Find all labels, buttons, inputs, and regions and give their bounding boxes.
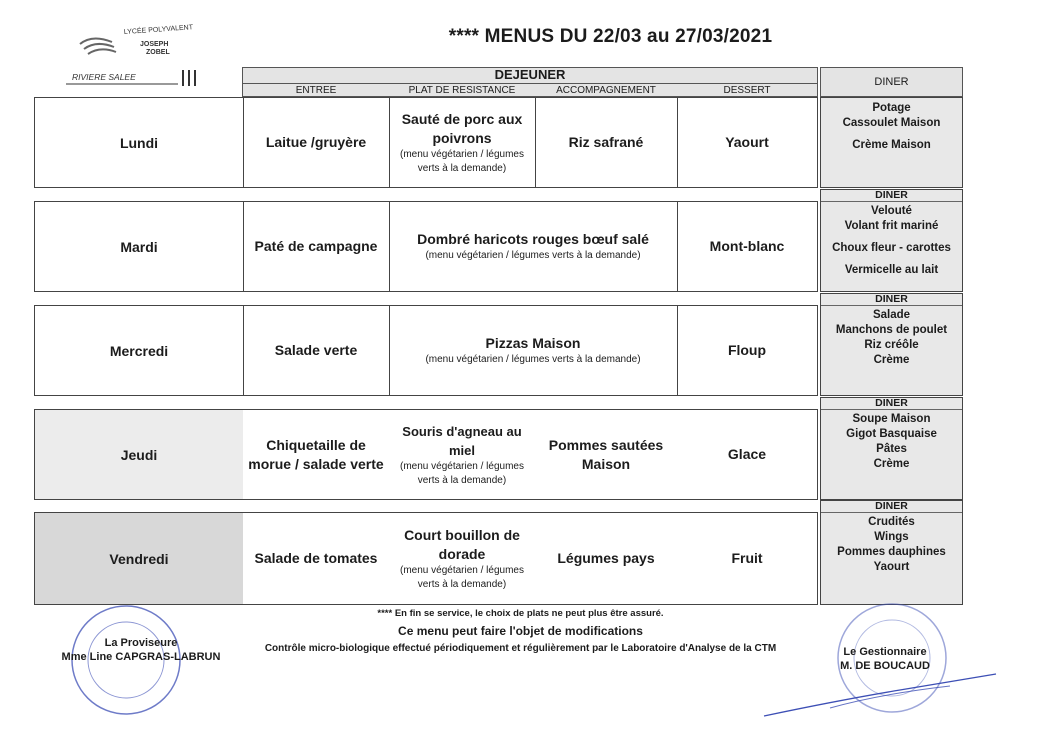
day-name: Lundi: [119, 134, 159, 151]
diner-label: DINER: [821, 190, 962, 202]
col-entree: ENTREE: [295, 85, 337, 96]
dessert: Glace: [677, 410, 817, 499]
footer-note-controle: Contrôle micro-biologique effectué périodiquement et régulièrement par le Laboratoire d'Analyse de la CTM: [264, 643, 777, 654]
plat: Souris d'agneau au miel (menu végétarien / légumes verts à la demande): [389, 410, 535, 499]
plat: Dombré haricots rouges bœuf salé (menu végétarien / légumes verts à la demande): [417, 231, 649, 261]
entree: Paté de campagne: [254, 238, 378, 254]
plat-note: (menu végétarien / légumes verts à la demande): [400, 460, 524, 486]
diner-items: Potage Cassoulet Maison Crème Maison: [842, 102, 941, 151]
diner-mardi: [820, 189, 963, 292]
plat: Court bouillon de dorade (menu végétarien / légumes verts à la demande): [389, 513, 535, 604]
dessert: Floup: [727, 342, 767, 358]
diner-label: DINER: [821, 398, 962, 410]
plat: Pizzas Maison (menu végétarien / légumes verts à la demande): [425, 335, 641, 365]
day-row-mardi: [34, 201, 818, 292]
entree: Salade verte: [274, 342, 358, 358]
day-name: Jeudi: [120, 446, 158, 463]
diner-items: Salade Manchons de poulet Riz créôle Crème: [835, 309, 948, 366]
entree: Chiquetaille de morue / salade verte: [243, 410, 389, 499]
day-name: Vendredi: [109, 550, 169, 567]
col-dessert: DESSERT: [723, 85, 771, 96]
diner-lundi: [820, 97, 963, 188]
diner-mercredi: [820, 293, 963, 396]
day-row-mercredi: [34, 305, 818, 396]
page-title: **** MENUS DU 22/03 au 27/03/2021: [448, 26, 773, 47]
diner-items: Velouté Volant frit mariné Choux fleur - carottes Vermicelle au lait: [832, 205, 951, 276]
diner-items: Crudités Wings Pommes dauphines Yaourt: [837, 516, 946, 573]
col-plat: PLAT DE RESISTANCE: [408, 85, 516, 96]
accompagnement: Légumes pays: [535, 513, 677, 604]
plat-note: (menu végétarien / légumes verts à la demande): [425, 354, 641, 365]
diner-jeudi: [820, 397, 963, 500]
handwritten-signature: [760, 650, 1000, 730]
day-name: Mardi: [120, 238, 158, 255]
left-role: La Proviseure: [104, 637, 178, 649]
dessert: Mont-blanc: [709, 238, 785, 254]
diner-vendredi: [820, 500, 963, 605]
accompagnement: Riz safrané: [568, 134, 644, 150]
left-signature: [56, 636, 226, 664]
diner-label: DINER: [821, 501, 962, 513]
dessert: Yaourt: [725, 134, 769, 150]
svg-text:RIVIERE SALEE: RIVIERE SALEE: [72, 72, 136, 82]
dejeuner-label: DEJEUNER: [494, 67, 566, 82]
dejeuner-header: [242, 67, 818, 97]
left-name: Mme Line CAPGRAS-LABRUN: [61, 651, 221, 663]
diner-items: Soupe Maison Gigot Basquaise Pâtes Crème: [846, 413, 937, 470]
svg-text:JOSEPH: JOSEPH: [140, 41, 169, 48]
svg-text:ZOBEL: ZOBEL: [146, 49, 170, 56]
day-name: Mercredi: [109, 342, 169, 359]
day-row-jeudi: [34, 409, 818, 500]
day-row-vendredi: [34, 512, 818, 605]
footer-note-modifications: Ce menu peut faire l'objet de modifications: [398, 624, 643, 638]
plat: Sauté de porc aux poivrons (menu végétarien / légumes verts à la demande): [389, 98, 535, 187]
plat-note: (menu végétarien / légumes verts à la demande): [400, 148, 524, 174]
entree: Salade de tomates: [243, 513, 389, 604]
dessert: Fruit: [677, 513, 817, 604]
entree: Laitue /gruyère: [265, 134, 367, 150]
plat-note: (menu végétarien / légumes verts à la demande): [400, 564, 524, 590]
right-name: M. DE BOUCAUD: [840, 660, 930, 672]
day-row-lundi: [34, 97, 818, 188]
plat-note: (menu végétarien / légumes verts à la demande): [425, 250, 641, 261]
right-role: Le Gestionnaire: [843, 646, 927, 658]
diner-label: DINER: [821, 294, 962, 306]
col-accompagnement: ACCOMPAGNEMENT: [556, 85, 656, 96]
accompagnement: Pommes sautées Maison: [535, 410, 677, 499]
diner-header: DINER: [820, 67, 963, 97]
footer-note-service: **** En fin se service, le choix de plats ne peut plus être assuré.: [377, 608, 664, 619]
svg-text:LYCÉE POLYVALENT: LYCÉE POLYVALENT: [123, 24, 194, 36]
